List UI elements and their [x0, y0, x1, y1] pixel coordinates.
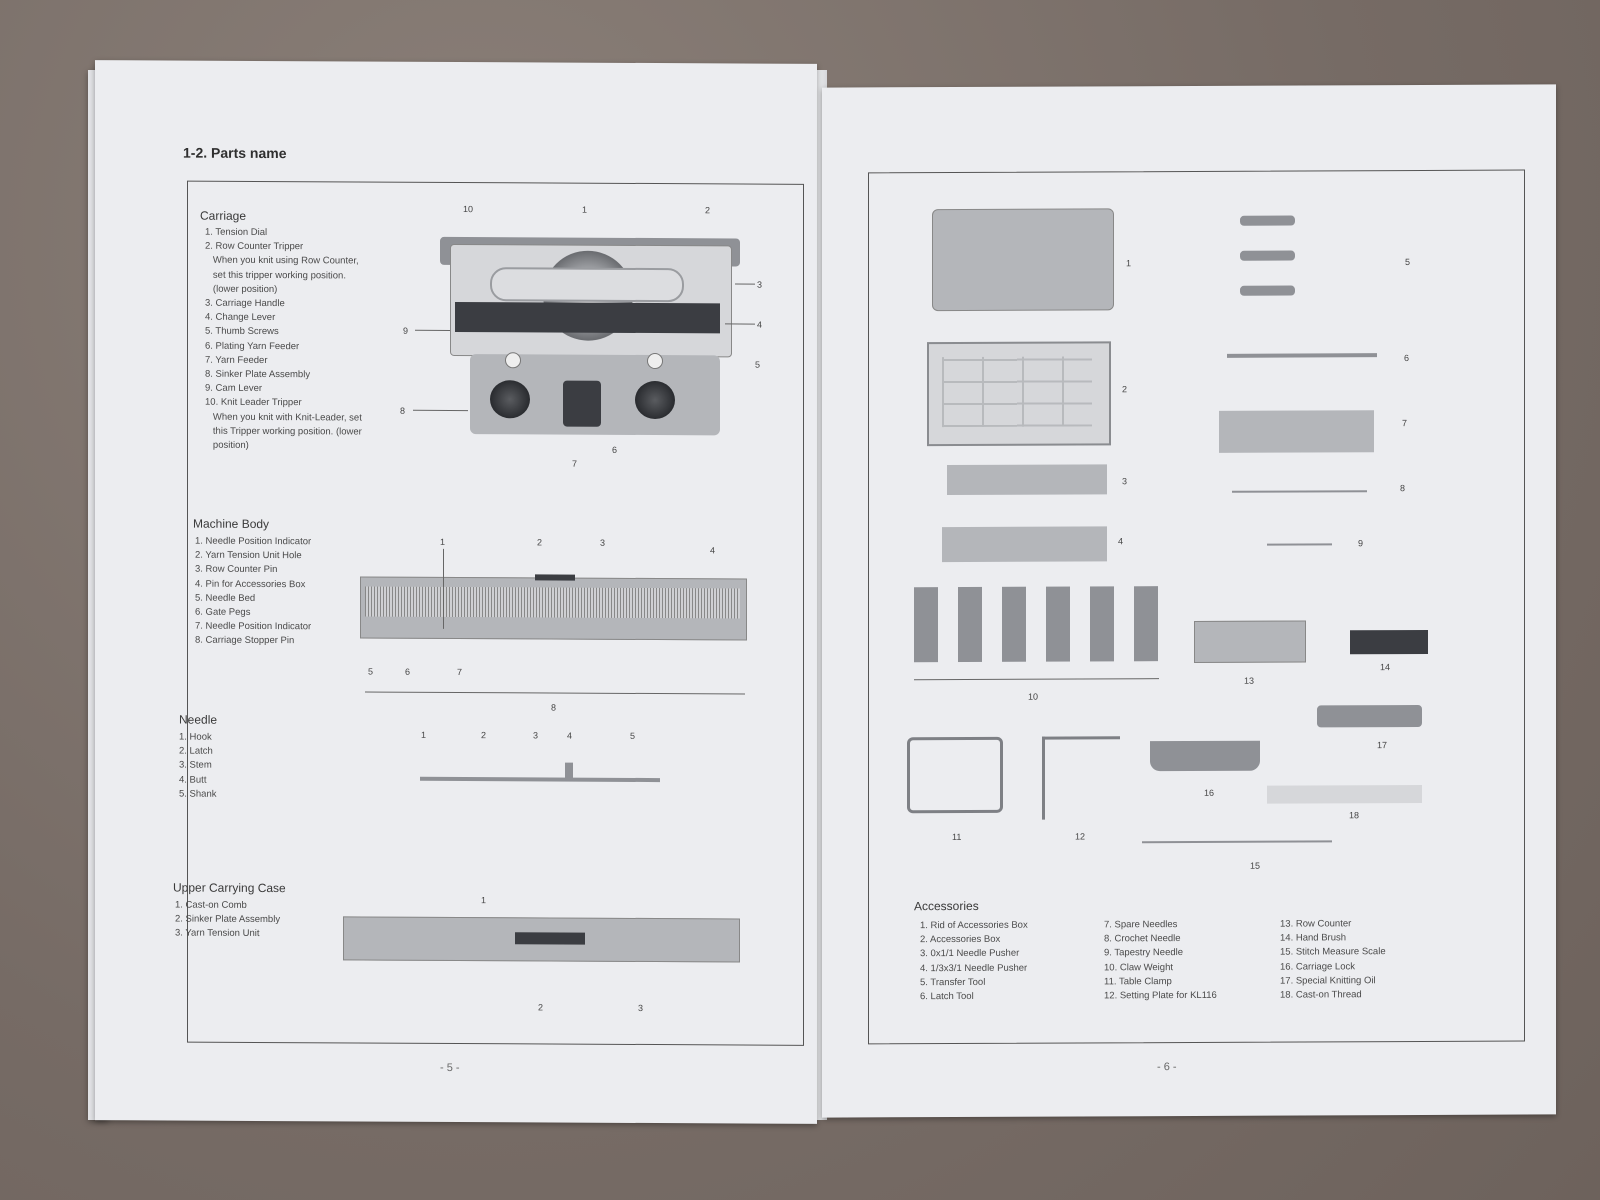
latch-tool-icon: [1227, 353, 1377, 358]
list-item: 13. Row Counter: [1280, 918, 1352, 930]
claw-weights: [914, 586, 1159, 662]
callout-number: 6: [405, 666, 411, 677]
list-item: 3. Yarn Tension Unit: [175, 927, 260, 940]
list-item: 9. Tapestry Needle: [1104, 947, 1184, 959]
list-item: 5. Shank: [179, 788, 217, 800]
machine-body-illustration: [95, 60, 817, 64]
callout-number: 1: [582, 204, 588, 215]
knitting-oil-icon: [1317, 705, 1422, 727]
callout-number: 9: [403, 325, 409, 336]
list-item: 11. Table Clamp: [1104, 975, 1172, 988]
callout-number: 7: [457, 667, 463, 678]
list-item: 1. Cast-on Comb: [175, 899, 247, 911]
list-item: 14. Hand Brush: [1280, 932, 1347, 944]
box-compartments: [942, 356, 1092, 427]
list-item: 5. Thumb Screws: [205, 326, 279, 338]
callout-number: 1: [421, 729, 427, 740]
carriage-list: [205, 226, 362, 454]
list-item: 1. Needle Position Indicator: [195, 535, 312, 548]
needle-heading: Needle: [179, 712, 218, 727]
setting-plate-icon: [1042, 736, 1120, 819]
callout-number: 4: [567, 730, 573, 741]
list-item: 1. Rid of Accessories Box: [920, 919, 1028, 932]
machine-body-list: [195, 535, 311, 649]
list-item: 17. Special Knitting Oil: [1280, 974, 1376, 987]
list-item: 12. Setting Plate for KL116: [1104, 989, 1217, 1002]
callout-number: 15: [1250, 860, 1261, 871]
transfer-tool-icon: [1240, 251, 1295, 261]
list-item: 2. Yarn Tension Unit Hole: [195, 549, 302, 562]
needle-row: [365, 587, 740, 619]
page-number: - 5 -: [440, 1061, 460, 1075]
callout-number: 16: [1204, 787, 1215, 798]
carriage-illustration: [95, 60, 817, 64]
callout-number: 3: [533, 730, 539, 741]
list-item: 8. Crochet Needle: [1104, 933, 1181, 945]
cam-right-icon: [635, 381, 675, 419]
list-item: When you knit using Row Counter,: [205, 255, 359, 267]
list-item: 15. Stitch Measure Scale: [1280, 946, 1386, 959]
callout-number: 3: [600, 537, 606, 548]
list-item: 5. Needle Bed: [195, 592, 256, 604]
list-item: 4. Change Lever: [205, 311, 276, 324]
callout-number: 7: [572, 458, 578, 469]
callout-number: 5: [630, 730, 636, 741]
list-item: 4. Butt: [179, 774, 207, 786]
transfer-tool-icon: [1240, 286, 1295, 296]
list-item: 10. Claw Weight: [1104, 961, 1173, 973]
needle-butt: [565, 763, 573, 781]
callout-number: 3: [757, 279, 763, 290]
callout-number: 13: [1244, 675, 1255, 686]
thumb-screw-icon: [505, 352, 521, 368]
row-counter-pin: [535, 574, 575, 580]
list-item: 9. Cam Lever: [205, 382, 263, 395]
callout-number: 8: [1400, 483, 1406, 494]
page-number: - 6 -: [1157, 1061, 1177, 1074]
carriage-heading: Carriage: [200, 208, 247, 223]
hand-brush-icon: [1350, 630, 1428, 654]
callout-number: 2: [538, 1002, 544, 1013]
list-item: 16. Carriage Lock: [1280, 960, 1355, 973]
callout-number: 8: [400, 405, 406, 416]
list-item: 2. Accessories Box: [920, 934, 1001, 946]
callout-number: 5: [1405, 257, 1411, 268]
list-item: 5. Transfer Tool: [920, 976, 986, 988]
callout-number: 1: [481, 895, 487, 906]
accessories-list-col1: [920, 919, 1028, 1005]
carriage-window: [455, 302, 720, 333]
yarn-feeder: [563, 381, 601, 427]
list-item: 10. Knit Leader Tripper: [205, 397, 302, 409]
needle-pusher-1x1: [947, 464, 1107, 495]
sinker-plate: [515, 932, 585, 944]
machine-body-heading: Machine Body: [193, 516, 270, 532]
right-page: [822, 84, 1556, 1117]
list-item: 4. Pin for Accessories Box: [195, 578, 306, 590]
callout-number: 1: [1126, 258, 1132, 269]
list-item: 8. Carriage Stopper Pin: [195, 635, 295, 647]
needle-pusher-3x1: [942, 526, 1107, 562]
list-item: (lower position): [205, 283, 278, 295]
callout-number: 17: [1377, 740, 1388, 751]
callout-number: 18: [1349, 810, 1360, 821]
list-item: 2. Row Counter Tripper: [205, 240, 304, 253]
callout-number: 2: [1122, 384, 1128, 395]
upper-case-heading: Upper Carrying Case: [173, 880, 286, 896]
callout-number: 14: [1380, 662, 1391, 673]
list-item: 4. 1/3x3/1 Needle Pusher: [920, 962, 1028, 974]
list-item: 7. Yarn Feeder: [205, 354, 268, 366]
callout-number: 5: [368, 666, 374, 677]
left-page: [95, 60, 817, 1124]
list-item: 3. Stem: [179, 759, 212, 772]
callout-number: 8: [551, 702, 557, 713]
list-item: 8. Sinker Plate Assembly: [205, 368, 311, 381]
list-item: set this tripper working position.: [205, 269, 346, 282]
callout-number: 2: [537, 537, 543, 548]
list-item: 3. Carriage Handle: [205, 297, 285, 310]
list-item: 7. Spare Needles: [1104, 919, 1178, 931]
list-item: 2. Sinker Plate Assembly: [175, 913, 281, 926]
callout-number: 4: [1118, 536, 1124, 547]
table-clamp-icon: [907, 737, 1003, 813]
callout-number: 1: [440, 536, 446, 547]
list-item: 7. Needle Position Indicator: [195, 620, 312, 633]
callout-number: 12: [1075, 831, 1086, 842]
carriage-lock-icon: [1150, 741, 1260, 771]
accessories-list-col3: [1280, 917, 1386, 1003]
section-title: 1-2. Parts name: [183, 144, 287, 162]
row-counter-icon: [1194, 620, 1306, 662]
callout-number: 7: [1402, 418, 1408, 429]
callout-number: 4: [757, 319, 763, 330]
callout-number: 10: [463, 204, 474, 215]
callout-number: 3: [1122, 476, 1128, 487]
thumb-screw-icon: [647, 353, 663, 369]
list-item: When you knit with Knit-Leader, set: [205, 411, 362, 424]
cast-on-thread-icon: [1267, 785, 1422, 804]
list-item: 3. 0x1/1 Needle Pusher: [920, 948, 1020, 960]
tapestry-needle-icon: [1267, 543, 1332, 545]
callout-number: 6: [1404, 353, 1410, 364]
needle-list: [179, 731, 217, 802]
list-item: 6. Plating Yarn Feeder: [205, 340, 300, 352]
list-item: 18. Cast-on Thread: [1280, 989, 1362, 1001]
callout-number: 2: [481, 730, 487, 741]
transfer-tool-icon: [1240, 216, 1295, 226]
callout-number: 5: [755, 359, 761, 370]
list-item: 6. Latch Tool: [920, 990, 974, 1003]
carriage-handle: [490, 267, 684, 302]
callout-number: 11: [952, 831, 962, 843]
spare-needles: [1219, 410, 1374, 453]
upper-case-list: [175, 899, 280, 942]
callout-number: 3: [638, 1002, 644, 1013]
list-item: 6. Gate Pegs: [195, 606, 251, 618]
callout-number: 4: [710, 545, 716, 556]
list-item: 1. Tension Dial: [205, 226, 268, 239]
callout-number: 10: [1028, 691, 1039, 702]
accessories-list-col2: [1104, 918, 1217, 1004]
cam-left-icon: [490, 380, 530, 418]
list-item: this Tripper working position. (lower: [205, 425, 362, 438]
list-item: position): [205, 439, 249, 451]
accessories-heading: Accessories: [914, 898, 979, 914]
accessories-box-lid: [932, 208, 1114, 311]
callout-number: 6: [612, 444, 618, 455]
list-item: 2. Latch: [179, 745, 213, 757]
list-item: 3. Row Counter Pin: [195, 564, 278, 576]
list-item: 1. Hook: [179, 731, 212, 743]
callout-number: 2: [705, 205, 711, 216]
callout-number: 9: [1358, 538, 1364, 549]
